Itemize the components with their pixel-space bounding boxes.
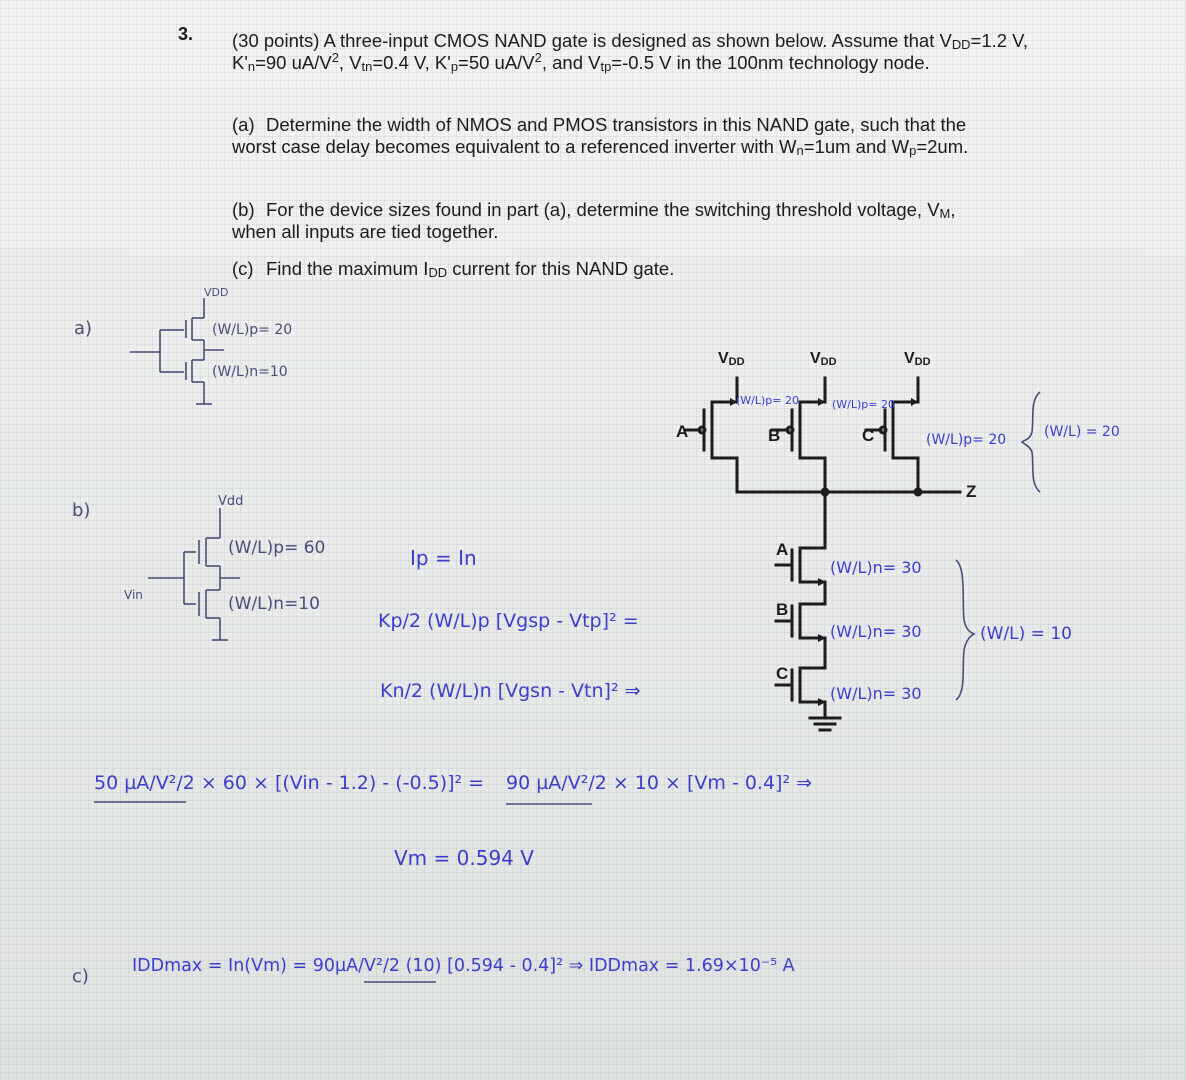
part-c-sub-dd: DD [428,265,448,280]
hw-b-wl-n: (W/L)n=10 [228,594,320,614]
hw-wl-n-a: (W/L)n= 30 [830,558,922,577]
output-z-label: Z [966,482,977,501]
part-a-text-3: =2um. [916,136,969,157]
part-b-text-1: For the device sizes found in part (a), determine the switching threshold voltage, V [266,199,940,220]
intro-sub-tp: tp [600,59,612,74]
vdd-label-3: $V_{DD}$ [904,350,931,368]
part-b-label: (b) [232,199,255,220]
intro-sub-n: n [247,59,256,74]
hw-b-vdd: Vdd [218,494,244,509]
hw-wl-n-c: (W/L)n= 30 [830,684,922,703]
hw-long-eq-right: 90 µA/V²/2 × 10 × [Vm - 0.4]² ⇒ [506,772,813,794]
vdd-label-1: $V_{DD}$ [718,350,745,368]
hw-a-vdd: VDD [204,286,229,299]
intro-sub-tn: tn [361,59,373,74]
part-c-text-2: current for this NAND gate. [447,258,675,279]
hw-kn-eq: Kn/2 (W/L)n [Vgsn - Vtn]² ⇒ [380,680,641,702]
hw-b-vin: Vin [124,588,143,602]
input-a-pmos: A [676,422,689,441]
brace-pmos [1022,392,1040,492]
input-c-pmos: C [862,426,875,445]
intro-text-7: , and V [541,52,601,73]
sketch-inverter-a [130,298,224,404]
part-a-sub-n: n [796,143,804,158]
hw-a-wl-p: (W/L)p= 20 [212,322,293,338]
hw-marker-b: b) [72,500,91,521]
intro-text-2: =1.2 V, K' [232,30,1028,73]
input-a-nmos: A [776,540,789,559]
hw-a-wl-n: (W/L)n=10 [212,364,288,380]
ground-icon [810,718,840,730]
hw-wl-p-b: (W/L)p= 20 [832,398,895,411]
input-b-pmos: B [768,426,781,445]
part-a-label: (a) [232,114,255,135]
intro-sub-p: p [450,59,459,74]
part-c-text-1: Find the maximum I [266,258,429,279]
intro-text-5: =0.4 V, K' [372,52,451,73]
input-c-nmos: C [776,664,789,683]
sketch-inverter-b [148,508,240,640]
fraction-bars [94,802,592,982]
part-a-text-2: =1um and W [803,136,910,157]
pmos-a [686,378,737,492]
intro-text-8: =-0.5 V in the 100nm technology node. [611,52,930,73]
hw-wl-eq-20: (W/L) = 20 [1044,424,1120,440]
intro-text-6: =50 uA/V [458,52,535,73]
intro-text-3: =90 uA/V [255,52,332,73]
hw-wl-eq-10: (W/L) = 10 [980,624,1072,644]
hw-marker-a: a) [74,318,93,339]
hw-ip-in: Ip = In [410,546,477,570]
intro-text-1: (30 points) A three-input CMOS NAND gate is designed as shown below. Assume that V [232,30,952,51]
question-number: 3. [178,24,194,44]
hw-wl-n-b: (W/L)n= 30 [830,622,922,641]
hw-kp-eq: Kp/2 (W/L)p [Vgsp - Vtp]² = [378,610,639,632]
part-b-sub-m: M [939,206,951,221]
intro-text-4: , V [338,52,362,73]
brace-nmos [956,560,974,700]
part-a-sub-p: p [909,143,917,158]
intro-sup-2: 2 [534,49,542,65]
part-c-label: (c) [232,258,254,279]
intro-sup-1: 2 [331,49,339,65]
hw-c-eq: IDDmax = In(Vm) = 90µA/V²/2 (10) [0.594 - 0.4]² ⇒ IDDmax = 1.69×10⁻⁵ A [132,956,795,976]
part-b-text-2: , when all inputs are tied together. [232,199,956,242]
hw-marker-c: c) [72,966,89,987]
part-a-text-1: Determine the width of NMOS and PMOS transistors in this NAND gate, such that the worst case delay becomes equivalent to a referenced inverter with W [232,114,967,157]
intro-sub-dd: DD [951,37,971,52]
hw-wl-p-c: (W/L)p= 20 [926,432,1007,448]
input-b-nmos: B [776,600,789,619]
hw-long-eq-left: 50 µA/V²/2 × 60 × [(Vin - 1.2) - (-0.5)]² = [94,772,485,794]
hw-vm-result: Vm = 0.594 V [394,846,534,870]
vdd-label-2: $V_{DD}$ [810,350,837,368]
hw-wl-p-a: (W/L)p= 20 [736,394,799,407]
hw-b-wl-p: (W/L)p= 60 [228,538,326,558]
